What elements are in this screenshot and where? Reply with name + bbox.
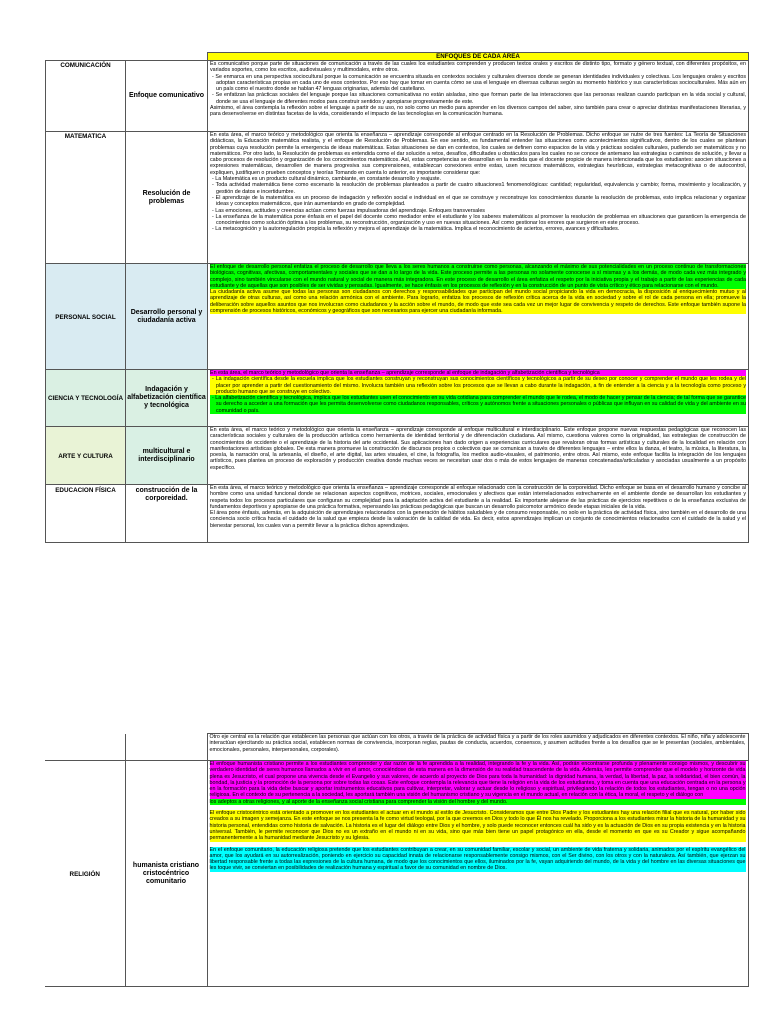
desc-personal-social: El enfoque de desarrollo personal enfatiza el proceso de desarrollo que lleva a los seres humanos a construirse como personas, alcanzando el máximo de sus potencialidades en un proceso continuo de transformaciones biológicas, cognitivas, afectivas, comportamentales y sociales que se dan a lo largo de la vida. Este proceso permite a las personas no solamente conocerse a sí mismas y a los demás, de modo cada vez más integrado y complejo, sino también vincularse con el mundo natural y social de manera más integradora. En este proceso de desarrollo el área enfatiza el respeto por la iniciativa propia y el trabajo a partir de las experiencias de cada estudiante y de aquellas que son posibles de ser vividas y pensadas. Igualmente, se hace énfasis en los procesos de reflexión y en la construcción de un punto de vista crítico y ético para relacionarse con el mundo. La ciudadanía activa asume que todas las personas son ciudadanos con derechos y responsabilidades que participan del mundo social propiciando la vida en democracia, la disposición al enriquecimiento mutuo y al aprendizaje de otras culturas, así como una relación armónica con el ambiente. Para lograrlo, enfatiza los procesos de reflexión crítica acerca de la vida en sociedad y sobre el rol de cada persona en ella; promueve la deliberación sobre aquellos asuntos que nos involucran como ciudadanos y la acción sobre el mundo, de modo que este sea cada vez un mejor lugar de convivencia y respeto de derechos. Este enfoque también supone la comprensión de procesos históricos, económicos y geográficos que son necesarios para ejercer una ciudadanía informada. (208, 264, 749, 370)
area-ciencia-tecnologia: CIENCIA Y TECNOLOGÍA (46, 370, 126, 427)
enfoque-arte-cultura: multicultural e interdisciplinario (126, 427, 208, 485)
desc-educacion-fisica-cont: Otro eje central es la relación que establecen las personas que actúan con los otros, a través de la práctica de actividad física y a partir de los roles asumidos y adjudicados en diferentes contextos. El niño, niña y adolescente interactúan ejercitando su práctica social, establecen normas de convivencia, incorporan reglas, pautas de conducta, acuerdos, consensos, y asumen actitudes frente a los desafíos que se le presentan (sociales, ambientales, emocionales, personales, interpersonales, corporales). (207, 734, 748, 761)
table-header: ENFOQUES DE CADA ÁREA (208, 53, 749, 61)
desc-matematica: En esta área, el marco teórico y metodológico que orienta la enseñanza – aprendizaje corresponde al enfoque centrado en la Resolución de Problemas. Dicho enfoque se nutre de tres fuentes: La Teoría de Situaciones didácticas, la Educación matemática realista, y el enfoque de Resolución de Problemas. En ese sentido, es fundamental entender las situaciones como acontecimientos significativos, dentro de los cuales se plantean problemas cuya resolución permite la emergencia de ideas matemáticas. Estas situaciones se dan en contextos, los cuales se definen como espacios de la vida y prácticas sociales culturales, pudiendo ser matemáticos y no matemáticos. Por otro lado, la Resolución de problemas es entendida como el dar solución a retos, desafíos, dificultades u obstáculos para los cuales no se conoce de antemano las estrategias o caminos de solución, y llevar a cabo procesos de resolución y organización de los conocimientos matemáticos. Así, estas competencias se desarrollan en la medida que el docente propicie de manera intencionada que los estudiantes: asocien situaciones a expresiones matemáticas, desarrollen de manera progresiva sus comprensiones, establezcan conexiones entre estas, usen recursos matemáticos, estrategias heurísticas, estrategias metacognitivas o de autocontrol, expliquen, justifiquen o prueben conceptos y teorías Tomando en cuenta lo anterior, es importante considerar que: - La Matemática es un producto cultural dinámico, cambiante, en constante desarrollo y reajuste. - Toda actividad matemática tiene como escenario la resolución de problemas planteados a partir de cuatro situaciones1 fenomenológicas: cantidad; regularidad, equivalencia y cambio; forma, movimiento y localización, y gestión de datos e incertidumbre. - El aprendizaje de la matemática es un proceso de indagación y reflexión social e individual en el que se construye y reconstruye los conocimientos durante la resolución de problemas, esto implica relacionar y organizar ideas y conceptos matemáticos, que irán aumentando en grado de complejidad. - Las emociones, actitudes y creencias actúan como fuerzas impulsadoras del aprendizaje. Enfoques transversales - La enseñanza de la matemática pone énfasis en el papel del docente como mediador entre el estudiante y los saberes matemáticos al promover la resolución de problemas en situaciones que garanticen la emergencia de conocimientos como solución óptima a los problemas, su reconstrucción, organización y uso en nuevas situaciones. Así como gestionar los errores que surgieron en este proceso. - La metacognición y la autorregulación propicia la reflexión y mejora el aprendizaje de la matemática. Implica el reconocimiento de aciertos, errores, avances y dificultades. (208, 132, 749, 264)
enfoque-personal-social: Desarrollo personal y ciudadanía activa (126, 264, 208, 370)
desc-arte-cultura: En esta área, el marco teórico y metodológico que orienta la enseñanza – aprendizaje corresponde al enfoque multicultural e interdisciplinario. Este enfoque propone nuevas respuestas pedagógicas que reconocen las características sociales y culturales de la producción artística como herramienta de identidad territorial y de diferenciación ciudadana. Así mismo, cuestiona valores como la originalidad, las estrategias de construcción de conocimientos de occidente o el aprendizaje de la historia del arte occidental. Sus aplicaciones han dado origen a experiencias curriculares que revaloran otras formas artísticas y culturales de la localidad en relación con manifestaciones artísticas globales. De esta manera promueve la construcción de discursos propios o colectivos que se comunican a través de diferentes lenguajes – entre ellos la danza, el teatro, la música, la literatura, la poesía, la narración oral, la artesanía, el diseño, el arte digital, las artes visuales, el cine, la fotografía, los medios audio-visuales, el patrimonio, entre otros. Así mismo, este enfoque facilita la integración de los lenguajes artísticos, pues plantea un proceso de exploración y producción creativa donde muchas veces se necesitan usar dos o más de estos lenguajes de maneras concatenadas/articuladas y asociadas usualmente a un propósito específico. (208, 427, 749, 485)
enfoques-table (45, 52, 749, 543)
enfoque-ciencia-tecnologia: Indagación y alfabetización científica y tecnológica (126, 370, 208, 427)
area-arte-cultura: ARTE Y CULTURA (46, 427, 126, 485)
area-educacion-fisica: EDUCACION FÍSICA (46, 485, 126, 543)
desc-educacion-fisica: En esta área, el marco teórico y metodológico que orienta la enseñanza – aprendizaje corresponde al enfoque relacionado con la construcción de la corporeidad. Dicho enfoque se basa en el desarrollo humano y concibe al hombre como una unidad funcional donde se relacionan aspectos cognitivos, motrices, sociales, emocionales y afectivos que están interrelacionados estrechamente en el ambiente donde se desarrollan los estudiantes y respeta todos los procesos particulares que configuran su complejidad para la adaptación activa del estudiante a la realidad. Es importante alejarse de las prácticas de ejercicios repetitivos o de la enseñanza exclusiva de fundamentos deportivos y apropiarse de una práctica formativa, repensando las prácticas pedagógicas que buscan un desarrollo psicomotor armónico desde etapas iniciales de la vida. El área pone énfasis, además, en la adquisición de aprendizajes relacionados con la generación de hábitos saludables y de consumo responsable, no solo en la práctica de actividad física, sino también en el desarrollo de una conciencia socio crítica hacia el cuidado de la salud que empieza desde la valoración de la calidad de vida. Es decir, estos aprendizajes implican un conjunto de conocimientos relacionados con el cuidado de la salud y el bienestar personal, los cuales van a permitir llevar a la práctica dichos aprendizajes. (208, 485, 749, 543)
area-matematica: MATEMATICA (46, 132, 126, 264)
area-comunicacion: COMUNICACIÓN (46, 61, 126, 132)
religion-table (45, 733, 749, 987)
enfoque-religion: humanista cristiano cristocéntrico comunitario (125, 761, 207, 987)
desc-comunicacion: Es comunicativo porque parte de situaciones de comunicación a través de las cuales los estudiantes comprenden y producen textos orales y escritos de distinto tipo, formato y género textual, con diferentes propósitos, en variados soportes, como los escritos, audiovisuales y multimodales, entre otros. - Se enmarca en una perspectiva sociocultural porque la comunicación se encuentra situada en contextos sociales y culturales diversos donde se generan identidades individuales y colectivas. Los lenguajes orales y escritos adoptan características propias en cada uno de esos contextos. Por eso hay que tomar en cuenta cómo se usa el lenguaje en diversas culturas según su momento histórico y sus características socioculturales. Más aún en un país como el nuestro donde se hablan 47 lenguas originarias, además del castellano. - Se enfatizan las prácticas sociales del lenguaje porque las situaciones comunicativas no están aisladas, sino que forman parte de las interacciones que las personas realizan cuando participan en la vida social y cultural, donde se usa el lenguaje de diferentes modos para construir sentidos y apropiarse progresivamente de este. Asimismo, el área contempla la reflexión sobre el lenguaje a partir de su uso, no solo como un medio para aprender en los diversos campos del saber, sino también para crear o apreciar distintas manifestaciones literarias, y para desenvolverse en distintas facetas de la vida, considerando el impacto de las tecnologías en la comunicación humana. (208, 61, 749, 132)
area-religion: RELIGIÓN (45, 761, 125, 987)
area-personal-social: PERSONAL SOCIAL (46, 264, 126, 370)
enfoque-comunicacion: Enfoque comunicativo (126, 61, 208, 132)
desc-ciencia-tecnologia: En esta área, el marco teórico y metodológico que orienta la enseñanza – aprendizaje corresponde al enfoque de indagación y alfabetización científica y tecnológica - La indagación científica desde la escuela implica que los estudiantes construyan y reconstruyan sus conocimientos científicos y tecnológicos a partir de su deseo por conocer y comprender el mundo que les rodea y del placer por aprender a partir del cuestionamiento del mismo. Involucra también una reflexión sobre los procesos que se llevan a cabo durante la indagación, a fin de entender a la ciencia y a la tecnología como proceso y producto humano que se construye en colectivo. - La alfabetización científica y tecnológica, implica que los estudiantes usen el conocimiento en su vida cotidiana para comprender el mundo que le rodea, el modo de hacer y pensar de la ciencia; de tal forma que se garantice su derecho a acceder a una formación que les permita desenvolverse como ciudadanos responsables, críticos y autónomos frente a situaciones personales o públicas que influyan en su calidad de vida y del ambiente en su comunidad o país. (208, 370, 749, 427)
desc-religion: El enfoque humanista cristiano permite a los estudiantes comprender y dar razón de la fe aprendida a la realidad, integrando la fe y la vida. Así, podrán encontrarse profunda y plenamente consigo mismos, y descubrir su verdadero identidad de seres humanos llamados a vivir en el amor, conociéndose de esta manera en la dimensión de su realidad trascendente de la vida. Además, les permite comprender que el modelo y horizonte de vida plena es Jesucristo, el cual propone una vivencia desde el Evangelio y sus valores, de acuerdo al proyecto de Dios para toda la humanidad: la dignidad humana, la verdad, la libertad, la paz, la solidaridad, el bien común, la bondad, la justicia y la promoción de la persona por sobre todas las cosas. Este enfoque contempla la relevancia que tiene la religión en la vida de los estudiantes, y toma en cuenta que una educación centrada en la persona y en la formación para la vida debe buscar y aportar instrumentos educativos para cultivar, interpretar, valorar y actuar desde lo religioso y espiritual, privilegiando la relación de todos los estudiantes, tengan o no una opción religiosa. En el contexto de su pertenencia a la sociedad, les aportará también una visión del humanismo cristiano y su vigencia en el mundo actual, en relación con la ética, la moral, el respeto y el diálogo con los adeptos a otras religiones, y al aporte de la enseñanza social cristiana para comprender la visión del hombre y del mundo. El enfoque cristocéntrico está orientado a promover en los estudiantes el actuar en el mundo al estilo de Jesucristo. Consideramos que entre Dios Padre y los estudiantes hay una relación filial que es natural, por haber sido creados a su imagen y semejanza. En este enfoque se nos presenta la fe como virtud teologal, por la que creemos en Dios y todo lo que Él nos ha revelado. Proporciona a los estudiantes mirar la historia de la humanidad y su historia personal, entendidas como historia de salvación. La historia es el lugar del diálogo entre Dios y el hombre, y solo puede reconocer entonces cuál ha sido y es la actuación de Dios en su propia existencia y en la historia universal. También, le permite reconocer que Dios no es un extraño en el mundo ni en su vida, sino que más bien tiene un papel protagónico en ella, desde el momento en que es su Creador y sigue acompañando permanentemente a la humanidad mediante Jesucristo y su Iglesia. En el enfoque comunitario, la educación religiosa pretende que los estudiantes contribuyan a crear, en su comunidad familiar, escolar y social, un ambiente de vida fraterna y solidaria, animados por el espíritu evangélico del amor, que los ayudará en su autorrealización, poniendo en ejercicio su capacidad innata de relacionarse responsablemente consigo mismos, con el Ser divino, con los otros y con la naturaleza. Así también, que ejerzan su libertad responsable frente a todas las expresiones de la cultura humana, de modo que los conocimientos que ellos, iluminados por la fe, vayan adquiriendo del mundo, de la vida y del hombre en las diversas situaciones que les toque vivir, se conviertan en posibilidades de realización humana y espiritual a favor de su comunidad en nombre de Dios. (207, 761, 748, 987)
enfoque-matematica: Resolución de problemas (126, 132, 208, 264)
enfoque-educacion-fisica: construcción de la corporeidad. (126, 485, 208, 543)
